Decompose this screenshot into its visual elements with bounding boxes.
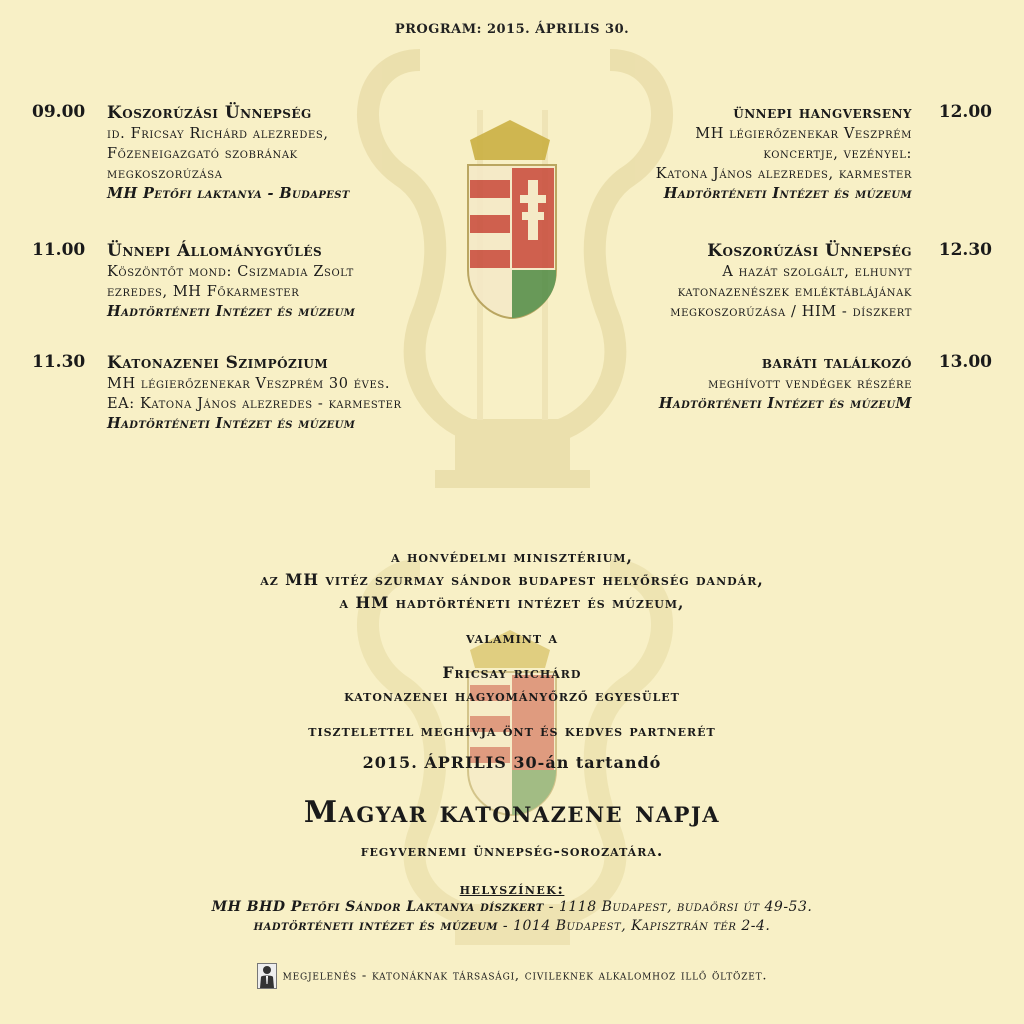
- event-detail: EA: Katona János alezredes - karmester: [107, 396, 402, 412]
- locations-heading: helyszínek:: [459, 880, 565, 898]
- location-item: [0, 898, 1024, 917]
- program-item: [32, 240, 502, 322]
- event-detail: koncertje, vezényel:: [763, 146, 912, 162]
- event-venue: MH Petőfi laktanya - Budapest: [107, 185, 350, 202]
- location-address: - 1118 Budapest, budaörsi út 49-53.: [543, 899, 813, 915]
- event-venue: Hadtörténeti Intézet és múzeum: [107, 303, 356, 320]
- event-venue: Hadtörténeti Intézet és múzeuM: [658, 395, 912, 412]
- event-date: 2015. ÁPRILIS 30-án tartandó: [362, 753, 662, 772]
- location-name: MH BHD Petőfi Sándor Laktanya díszkert: [211, 899, 544, 915]
- event-venue: Hadtörténeti Intézet és múzeum: [663, 185, 912, 202]
- org-name: Fricsay richárd: [442, 663, 582, 682]
- event-main-title: Magyar katonazene napja: [303, 795, 721, 830]
- event-title: Koszorúzási Ünnepség: [707, 241, 912, 261]
- event-title: Koszorúzási Ünnepség: [107, 103, 312, 123]
- org-name-2: katonazenei hagyományőrző egyesület: [344, 686, 680, 705]
- person-icon: [257, 963, 277, 989]
- event-time: 12.00: [938, 102, 992, 122]
- event-detail: MH légierőzenekar Veszprém 30 éves.: [107, 376, 391, 392]
- event-detail: Főzeneigazgató szobrának: [107, 146, 298, 162]
- dress-code: [0, 963, 1024, 989]
- event-time: 11.00: [32, 240, 86, 260]
- event-time: 09.00: [32, 102, 86, 122]
- host-line: a honvédelmi minisztérium,: [391, 547, 633, 566]
- program-item: [520, 352, 992, 414]
- event-time: 13.00: [938, 352, 992, 372]
- dress-code-text: megjelenés - katonáknak társasági, civileknek alkalomhoz illő öltözet.: [282, 968, 768, 984]
- location-item: [0, 917, 1024, 936]
- event-detail: id. Fricsay Richárd alezredes,: [107, 126, 329, 142]
- event-subtitle: fegyvernemi ünnepség-sorozatára.: [360, 841, 664, 860]
- event-title: Katonazenei Szimpózium: [107, 353, 329, 373]
- event-detail: meghívott vendégek részére: [708, 376, 912, 392]
- program-item: [32, 352, 502, 434]
- host-line: az MH vitéz szurmay sándor budapest helyőrség dandár,: [260, 570, 764, 589]
- event-title: Ünnepi Állománygyűlés: [107, 241, 323, 261]
- event-detail: Köszöntőt mond: Csizmadia Zsolt: [107, 264, 354, 280]
- event-time: 12.30: [938, 240, 992, 260]
- event-detail: Katona János alezredes, karmester: [655, 166, 912, 182]
- event-title: ünnepi hangverseny: [733, 103, 912, 123]
- program-item: [520, 240, 992, 322]
- event-time: 11.30: [32, 352, 86, 372]
- invitation-block: [0, 545, 1024, 936]
- program-item: [520, 102, 992, 204]
- location-name: hadtörténeti intézet és múzeum: [253, 918, 498, 934]
- event-detail: megkoszorúzása / HIM - díszkert: [670, 304, 912, 320]
- host-line: a HM hadtörténeti intézet és múzeum,: [339, 593, 685, 612]
- invite-line: tisztelettel meghívja önt és kedves partnerét: [308, 721, 716, 740]
- event-venue: Hadtörténeti Intézet és múzeum: [107, 415, 356, 432]
- event-title: baráti találkozó: [761, 353, 912, 373]
- also-line: valamint a: [466, 628, 558, 647]
- event-detail: A hazát szolgált, elhunyt: [722, 264, 912, 280]
- event-detail: MH légierőzenekar Veszprém: [695, 126, 912, 142]
- event-detail: katonazenészek emléktáblájának: [677, 284, 912, 300]
- program-item: [32, 102, 502, 204]
- program-header: PROGRAM: 2015. ÁPRILIS 30.: [394, 22, 630, 37]
- event-detail: megkoszorúzása: [107, 166, 223, 182]
- location-address: - 1014 Budapest, Kapisztrán tér 2-4.: [497, 918, 771, 934]
- event-detail: ezredes, MH Főkarmester: [107, 284, 300, 300]
